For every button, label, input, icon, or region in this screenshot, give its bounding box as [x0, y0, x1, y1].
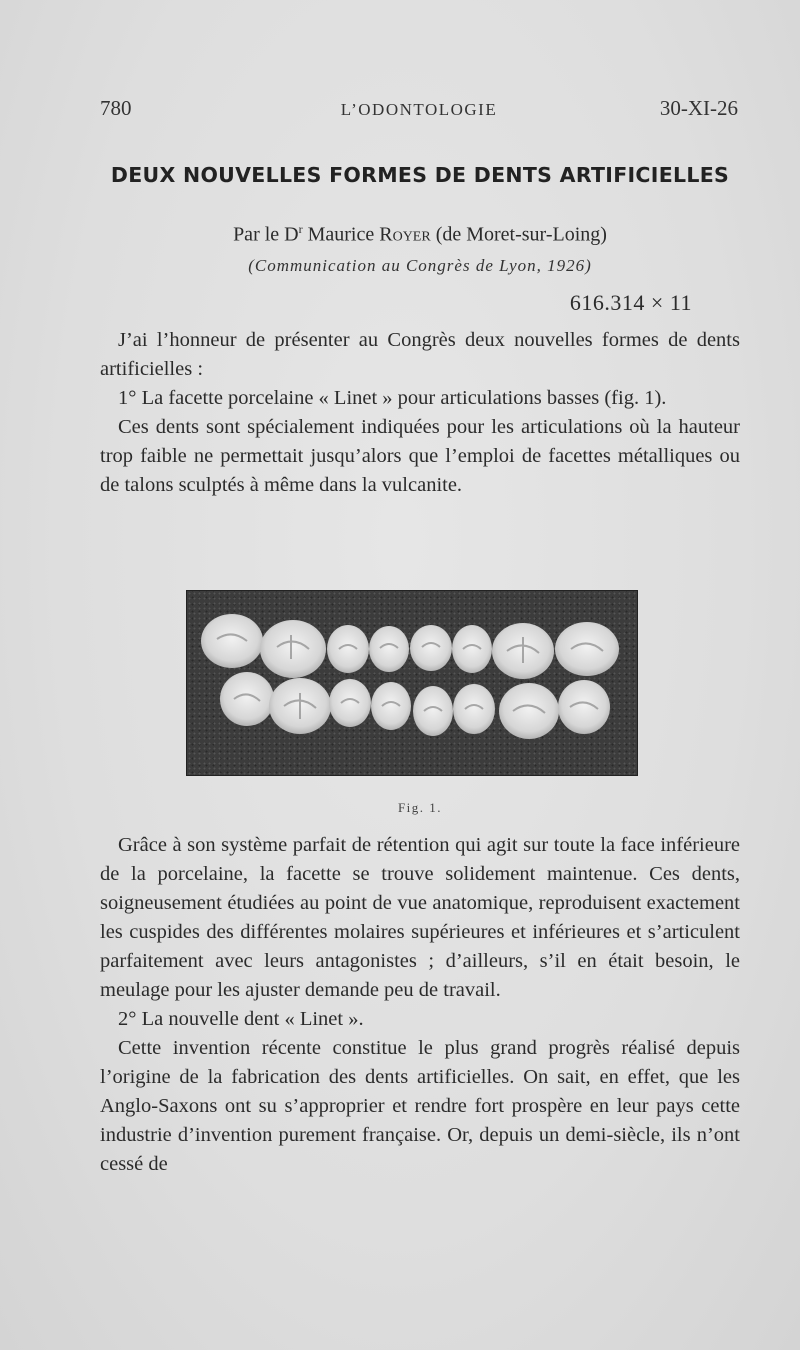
- tooth: [220, 672, 274, 726]
- tooth: [329, 679, 371, 727]
- lower-teeth-row: [220, 672, 610, 739]
- teeth-illustration: [187, 591, 637, 775]
- paragraph: Ces dents sont spécialement indiquées pour les articulations où la hauteur trop faible ne permettait jusqu’alors que l’emploi de facettes métalliques ou de talons sculptés à même dans la vulcanite.: [100, 416, 740, 496]
- byline-suffix: (de Moret-sur-Loing): [430, 223, 607, 246]
- paragraph: J’ai l’honneur de présenter au Congrès deux nouvelles formes de dents artificielles :: [100, 329, 740, 380]
- body-text-bottom: [100, 831, 740, 1179]
- tooth: [555, 622, 619, 676]
- journal-title: L’ODONTOLOGIE: [340, 100, 498, 119]
- byline-first: Maurice: [302, 223, 380, 246]
- article-title: DEUX NOUVELLES FORMES DE DENTS ARTIFICIELLES: [110, 163, 730, 187]
- author-surname: Royer: [379, 223, 431, 246]
- tooth: [499, 683, 559, 739]
- tooth: [371, 682, 411, 730]
- upper-teeth-row: [201, 614, 619, 679]
- classification-number: 616.314 × 11: [569, 290, 692, 315]
- page-number: 780: [100, 96, 132, 120]
- tooth: [369, 626, 409, 672]
- byline-sup: r: [298, 222, 303, 236]
- paragraph: Grâce à son système parfait de rétention qui agit sur toute la face inférieure de la porcelaine, la facette se trouve solidement maintenue. Ces dents, soigneusement étudiées au point de vue anatomique, reproduisent exactement les cuspides des différentes molaires supérieures et inférieures et s’articulent parfaitement avec leurs antagonistes ; d’ailleurs, s’il en était besoin, le meulage pour les ajuster demande peu de travail.: [100, 834, 740, 1001]
- tooth: [201, 614, 263, 668]
- tooth: [410, 625, 452, 671]
- tooth: [260, 620, 326, 678]
- tooth: [453, 684, 495, 734]
- tooth: [413, 686, 453, 736]
- tooth: [452, 625, 492, 673]
- communication-venue: (Communication au Congrès de Lyon, 1926): [248, 256, 592, 275]
- figure-teeth-photo: [186, 590, 638, 776]
- running-head: [100, 96, 738, 126]
- tooth: [558, 680, 610, 734]
- figure-caption: Fig. 1.: [397, 800, 443, 815]
- tooth: [327, 625, 369, 673]
- issue-date: 30-XI-26: [659, 96, 738, 120]
- paragraph: Cette invention récente constitue le plus grand progrès réalisé depuis l’origine de la fabrication des dents artificielles. On sait, en effet, que les Anglo-Saxons ont su s’approprier et rendre fort prospère en leur pays cette industrie d’invention purement française. Or, depuis un demi-siècle, ils n’ont cessé de: [100, 1037, 740, 1175]
- paragraph: 1° La facette porcelaine « Linet » pour articulations basses (fig. 1).: [118, 387, 667, 409]
- byline-prefix: Par le D: [233, 223, 299, 246]
- paragraph: 2° La nouvelle dent « Linet ».: [118, 1008, 364, 1030]
- body-text-top: [100, 326, 740, 500]
- author-byline: [100, 222, 740, 247]
